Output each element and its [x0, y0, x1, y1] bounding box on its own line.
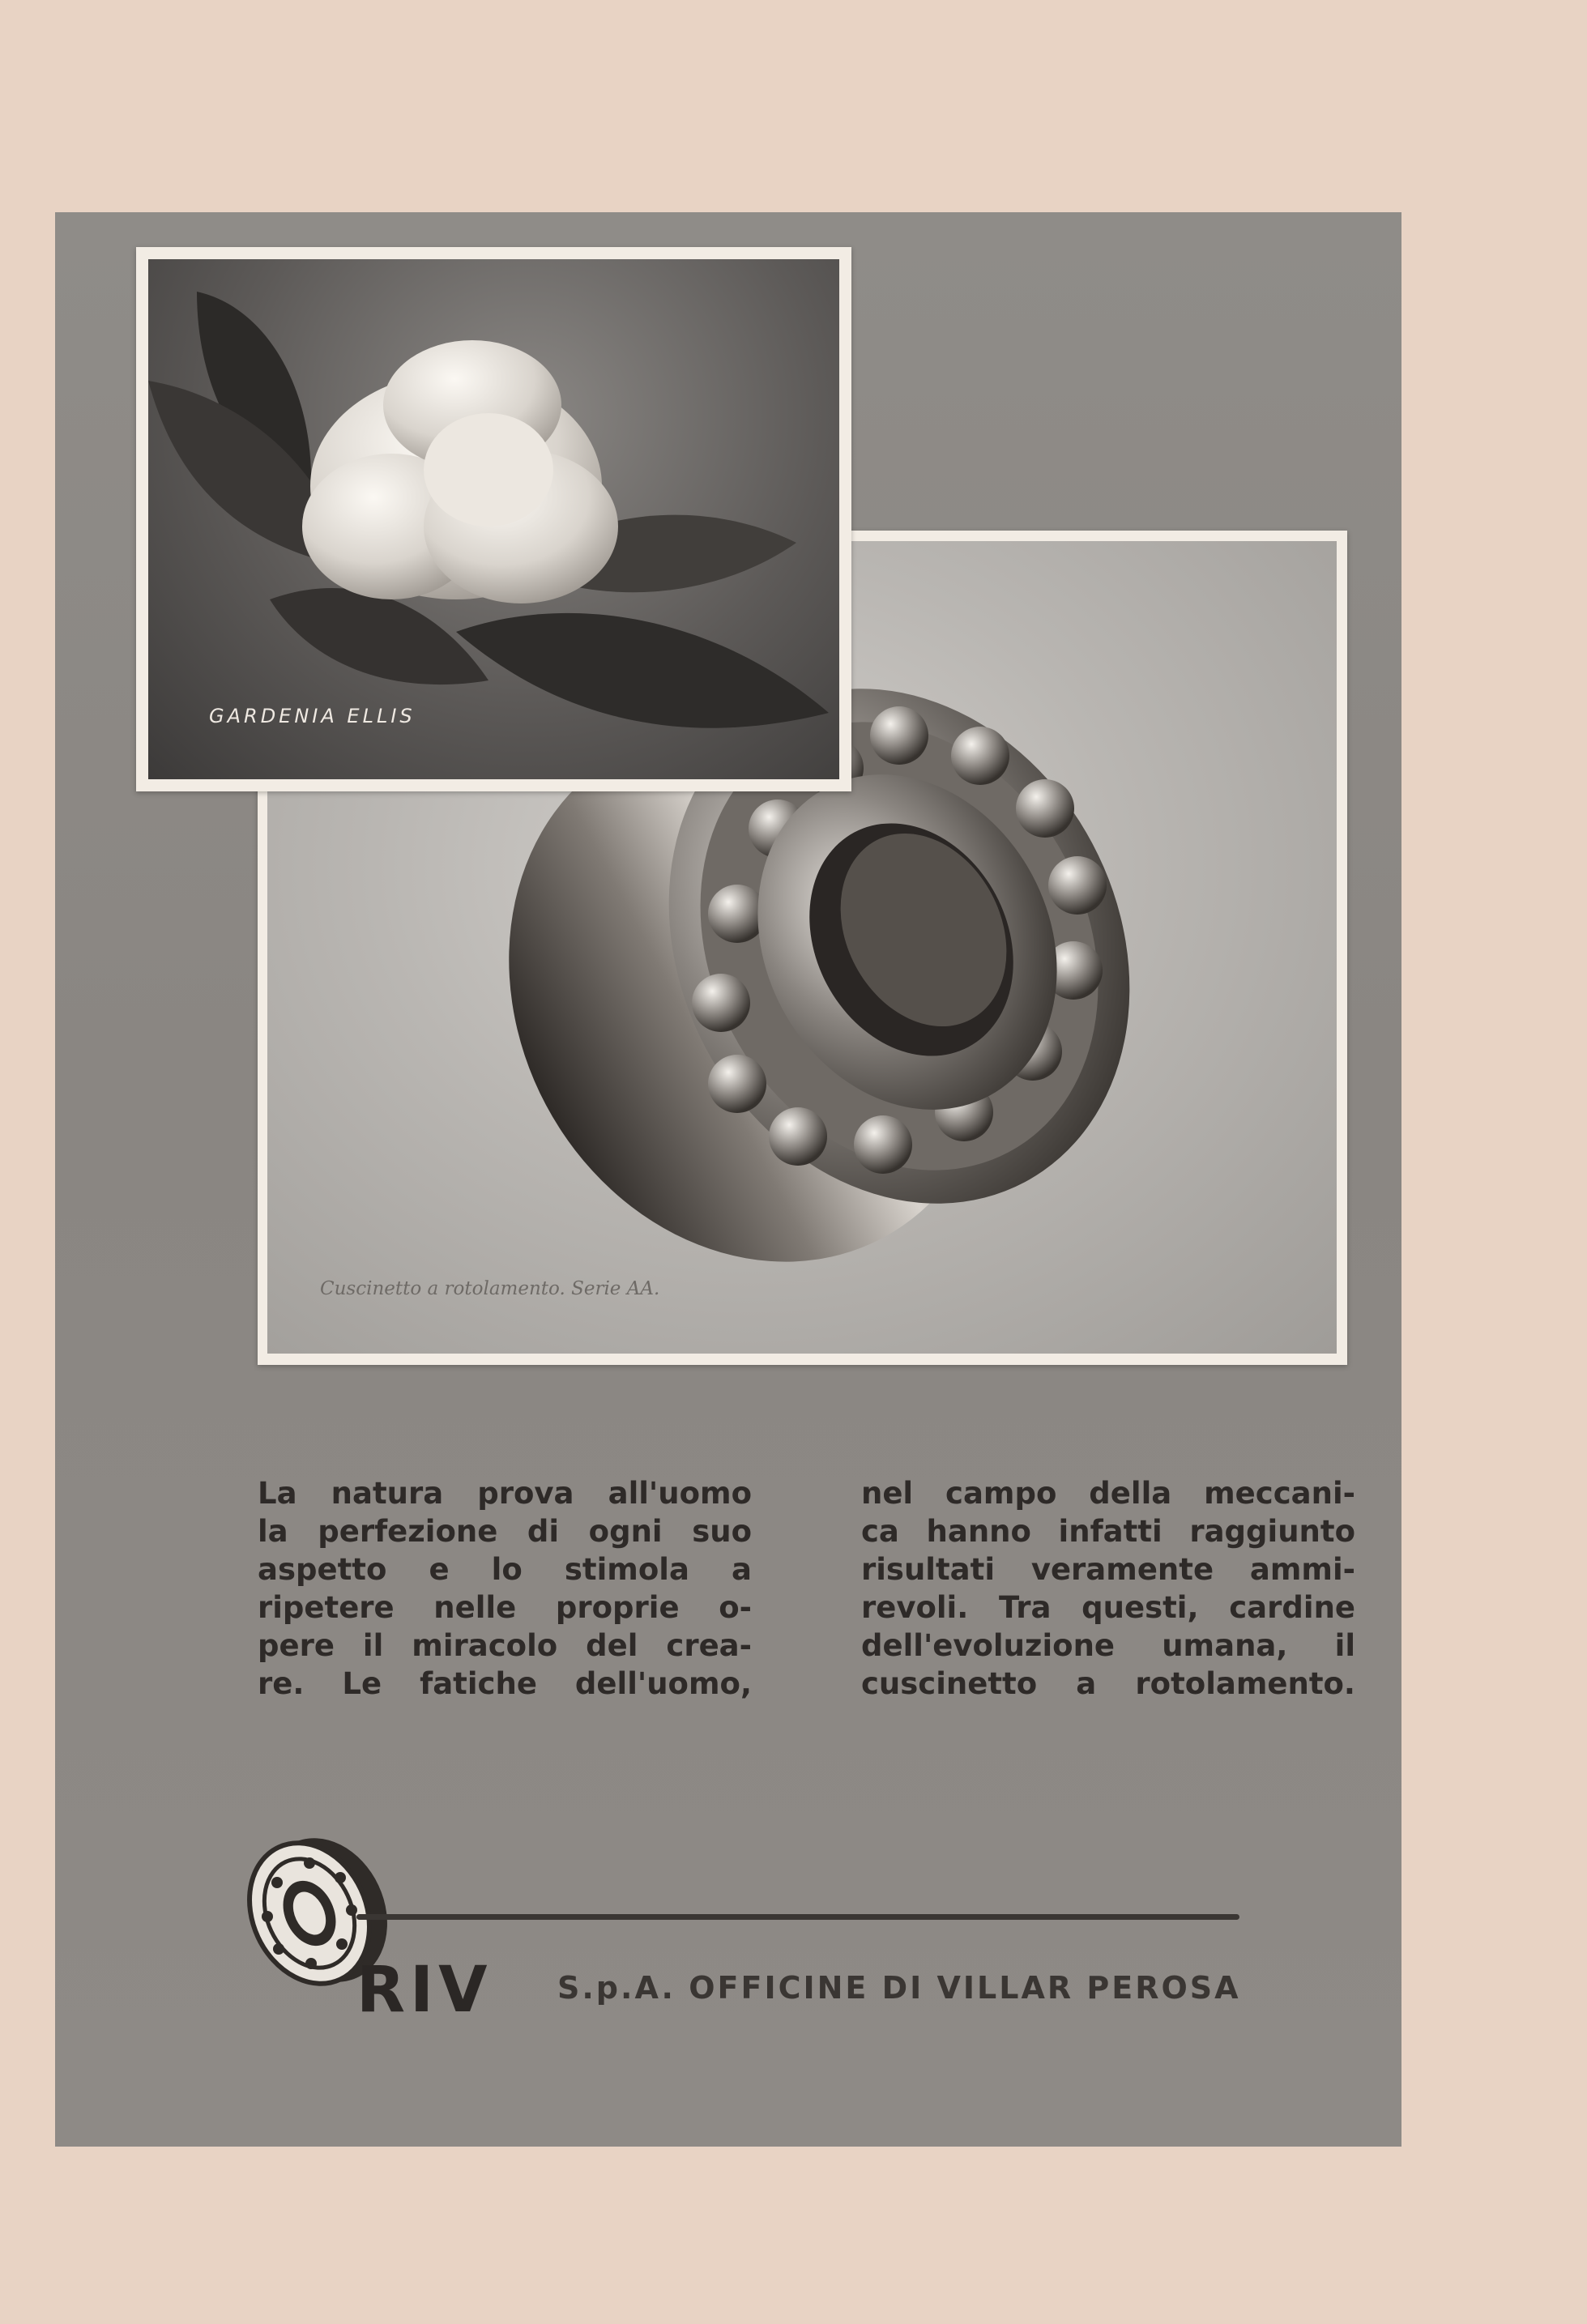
company-name: S.p.A. OFFICINE DI VILLAR PEROSA [557, 1970, 1241, 2006]
divider-rule [356, 1914, 1239, 1920]
body-text-left-column [258, 1474, 752, 1703]
gardenia-photo [148, 259, 839, 779]
body-text-line: ca hanno infatti raggiunto [861, 1514, 1355, 1549]
body-text-line: revoli. Tra questi, cardine [861, 1590, 1355, 1625]
body-text-line: cuscinetto a rotolamento. [861, 1666, 1355, 1701]
body-text-line: pere il miracolo del crea- [258, 1628, 752, 1663]
body-text-line: La natura prova all'uomo [258, 1476, 752, 1511]
body-text-line: risultati veramente ammi- [861, 1552, 1355, 1587]
body-text-line: re. Le fatiche dell'uomo, [258, 1666, 752, 1701]
body-text-line: aspetto e lo stimola a [258, 1552, 752, 1587]
body-text-line: nel campo della meccani- [861, 1476, 1355, 1511]
gardenia-caption: GARDENIA ELLIS [209, 705, 416, 727]
brand-logo-text: RIV [356, 1954, 493, 2027]
body-text-right-column [861, 1474, 1355, 1703]
body-text-line: ripetere nelle proprie o- [258, 1590, 752, 1625]
body-text-line: dell'evoluzione umana, il [861, 1628, 1355, 1663]
gardenia-flower-illustration [148, 259, 839, 779]
body-text-line: la perfezione di ogni suo [258, 1514, 752, 1549]
bearing-caption: Cuscinetto a rotolamento. Serie AA. [320, 1278, 660, 1299]
